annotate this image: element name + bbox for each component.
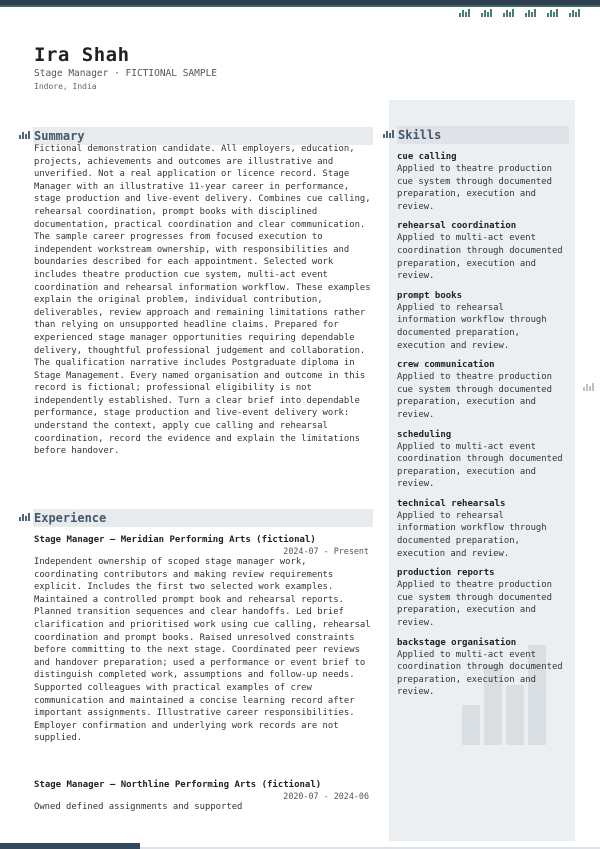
bar-chart-icon bbox=[583, 383, 594, 391]
candidate-location: Indore, India bbox=[34, 82, 97, 91]
skill-description: Applied to multi-act event coordination through documented preparation, execution and review. bbox=[397, 441, 563, 490]
job-dates: 2020-07 - 2024-06 bbox=[283, 791, 369, 801]
bar-chart-icon bbox=[459, 9, 470, 17]
bar-chart-icon bbox=[481, 9, 492, 17]
skill-description: Applied to theatre production cue system through documented preparation, execution and review. bbox=[397, 372, 552, 420]
skill-item bbox=[397, 151, 567, 213]
skill-description: Applied to theatre production cue system through documented preparation, execution and review. bbox=[397, 164, 552, 212]
section-title: Experience bbox=[34, 511, 107, 525]
skill-item bbox=[397, 220, 567, 282]
skill-description: Applied to theatre production cue system through documented preparation, execution and review. bbox=[397, 580, 552, 629]
skill-item bbox=[397, 429, 567, 491]
bottom-border bbox=[0, 843, 140, 849]
candidate-role: Stage Manager · FICTIONAL SAMPLE bbox=[34, 68, 218, 79]
experience-heading bbox=[33, 509, 373, 527]
job-dates: 2024-07 - Present bbox=[283, 546, 369, 556]
summary-text: Fictional demonstration candidate. All employers, education, projects, achievements and outcomes are illustrative and unverified. Not a real application or licence record. Stage Manager with an illustrative 11-year career in performance, stage production and live-event delivery. Combines cue calling, rehearsal coordination, prompt books with disciplined documentation, practical coordination and clear communication. The sample career progresses from focused execution to independent workstream ownership, with responsibilities and boundaries described for each appointment. Selected work includes theatre production cue system, multi-act event coordination and rehearsal information workflow. These examples explain the original problem, individual contribution, deliverables, review approach and remaining limitations rather than relying on unsupported headline claims. Prepared for experienced stage manager opportunities requiring dependable delivery, thoughtful professional judgement and collaboration. The qualification narrative includes Postgraduate diploma in Stage Management. Every named organisation and outcome in this record is fictional; professional eligibility is not independently established. Turn a clear brief into dependable performance, stage production and live-event delivery work: understand the context, apply cue calling and rehearsal coordination, record the evidence and explain the limitations before handover. bbox=[34, 144, 371, 457]
skill-description: Applied to multi-act event coordination through documented preparation, execution and review. bbox=[397, 233, 563, 282]
skill-name: backstage organisation bbox=[397, 637, 517, 648]
skill-item bbox=[397, 290, 567, 352]
resume-header bbox=[34, 44, 217, 92]
skill-description: Applied to multi-act event coordination through documented preparation, execution and review. bbox=[397, 649, 563, 698]
skill-name: technical rehearsals bbox=[397, 498, 506, 509]
skills-heading bbox=[397, 126, 569, 144]
section-title: Summary bbox=[34, 129, 85, 143]
skill-item bbox=[397, 637, 567, 699]
skill-item bbox=[397, 567, 567, 629]
bar-chart-icon bbox=[19, 131, 30, 139]
bar-chart-icon bbox=[19, 513, 30, 521]
skill-description: Applied to rehearsal information workflow through documented preparation, execution and review. bbox=[397, 510, 547, 559]
skills-list bbox=[397, 151, 567, 706]
skill-name: scheduling bbox=[397, 429, 452, 440]
header-decoration bbox=[459, 9, 580, 17]
skill-name: prompt books bbox=[397, 290, 463, 301]
skill-name: cue calling bbox=[397, 152, 457, 162]
skill-item bbox=[397, 359, 567, 421]
bar-chart-icon bbox=[525, 9, 536, 17]
skill-item bbox=[397, 498, 567, 560]
bar-chart-icon bbox=[503, 9, 514, 17]
skill-name: rehearsal coordination bbox=[397, 221, 517, 232]
bar-chart-icon bbox=[569, 9, 580, 17]
bar-chart-icon bbox=[383, 130, 394, 138]
skill-description: Applied to rehearsal information workflow through documented preparation, execution and review. bbox=[397, 302, 547, 351]
top-accent-line bbox=[0, 5, 600, 7]
candidate-name: Ira Shah bbox=[34, 44, 130, 66]
job-title: Stage Manager — Meridian Performing Arts (fictional) bbox=[34, 535, 316, 545]
job-description: Owned defined assignments and supported bbox=[34, 802, 243, 812]
skill-name: production reports bbox=[397, 568, 495, 579]
job-description: Independent ownership of scoped stage manager work, coordinating contributors and making review requirements explicit. Includes the first two selected work examples. Maintained a controlled prompt book and rehearsal reports. Planned transition sequences and clear handoffs. Led brief clarification and prioritised work using cue calling, rehearsal coordination and prompt books. Raised unresolved constraints before committing to the next stage. Coordinated peer reviews and handover preparation; used a performance or event brief to distinguish completed work, assumptions and follow-up needs. Supported colleagues with practical examples of crew communication and maintained a concise learning record after important assignments. Illustrative career responsibilities. Employer confirmation and underlying work records are not supplied. bbox=[34, 557, 371, 744]
bar-chart-icon bbox=[547, 9, 558, 17]
job-title: Stage Manager — Northline Performing Arts (fictional) bbox=[34, 780, 322, 790]
section-title: Skills bbox=[398, 128, 442, 142]
skill-name: crew communication bbox=[397, 360, 495, 371]
